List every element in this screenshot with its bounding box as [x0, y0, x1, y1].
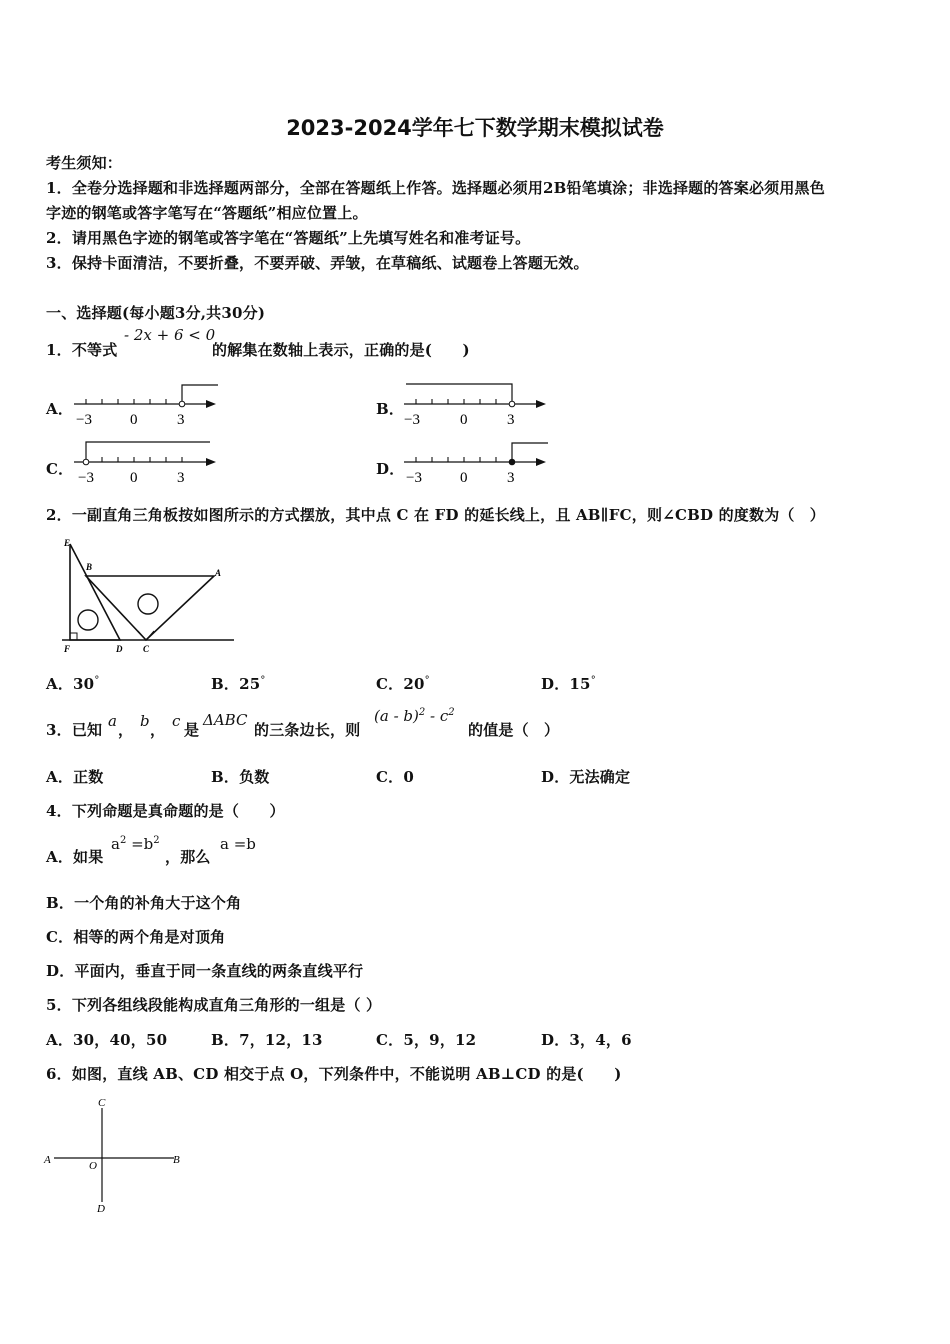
- q5-option-b: B．7，12，13: [211, 1031, 323, 1049]
- tick-label: −3: [78, 470, 94, 486]
- q1-option-d-label: D．: [376, 460, 405, 478]
- tick-label: 0: [460, 470, 468, 486]
- q3-option-b: B．负数: [211, 768, 270, 786]
- q2-figure-triangles: [58, 536, 243, 654]
- number-line-d: [400, 438, 550, 488]
- q2-option-b: B．25°: [211, 675, 266, 693]
- q5-option-d: D．3，4，6: [541, 1031, 632, 1049]
- q4-option-a-prefix: A．如果: [46, 848, 104, 866]
- page-title: 2023-2024学年七下数学期末模拟试卷: [286, 116, 664, 140]
- point-label-a: A: [44, 1154, 51, 1166]
- point-label-o: O: [89, 1160, 97, 1172]
- q2-option-a: A．30°: [46, 675, 100, 693]
- q3-is: 是: [184, 721, 200, 739]
- notice-line-1b: 字迹的钢笔或答字笔写在“答题纸”相应位置上。: [46, 204, 368, 222]
- q3-var-a: a: [108, 712, 117, 730]
- section-heading: 一、选择题(每小题3分,共30分): [46, 304, 266, 322]
- tick-label: 0: [130, 412, 138, 428]
- q4-option-d: D．平面内，垂直于同一条直线的两条直线平行: [46, 962, 364, 980]
- q3-triangle: ΔABC: [203, 711, 248, 729]
- number-line-c: [70, 438, 220, 488]
- q1-option-b-label: B．: [376, 400, 405, 418]
- q3-expression: $(a - b)^2 - c^2$: [374, 707, 455, 725]
- notice-line-1a: 1．全卷分选择题和非选择题两部分，全部在答题纸上作答。选择题必须用2B铅笔填涂；非选择题的答案必须用黑色: [46, 179, 825, 197]
- point-label-b: B: [86, 562, 93, 572]
- q5-option-c: C．5，9，12: [376, 1031, 477, 1049]
- q3-option-a: A．正数: [46, 768, 104, 786]
- q2-option-d: D．15°: [541, 675, 596, 693]
- q6-text: 6．如图，直线 AB、CD 相交于点 O，下列条件中，不能说明 AB⊥CD 的是( ): [46, 1065, 622, 1083]
- point-label-b: B: [173, 1154, 180, 1166]
- tick-label: −3: [404, 412, 420, 428]
- point-label-c: C: [98, 1097, 106, 1109]
- q5-option-a: A．30，40，50: [46, 1031, 168, 1049]
- notice-line-2: 2．请用黑色字迹的钢笔或答字笔在“答题纸”上先填写姓名和准考证号。: [46, 229, 531, 247]
- q1-option-a-label: A．: [46, 400, 74, 418]
- q4-option-b: B．一个角的补角大于这个角: [46, 894, 242, 912]
- q1-inequality: - 2x + 6 < 0: [124, 326, 216, 344]
- notice-heading: 考生须知：: [46, 154, 123, 172]
- q2-text: 2．一副直角三角板按如图所示的方式摆放，其中点 C 在 FD 的延长线上，且 AB∥FC，则∠CBD 的度数为（ ）: [46, 506, 826, 524]
- tick-label: 0: [460, 412, 468, 428]
- point-label-e: E: [64, 538, 71, 548]
- point-label-f: F: [64, 644, 71, 654]
- q3-suffix: 的值是（ ）: [468, 721, 560, 739]
- q1-suffix: 的解集在数轴上表示，正确的是( ): [212, 341, 470, 359]
- q4-option-a-expr1: $a^2 =b^2$: [111, 835, 160, 853]
- q4-option-a-mid: ，那么: [165, 848, 211, 866]
- number-line-a: [70, 380, 220, 430]
- point-label-d: D: [97, 1203, 105, 1215]
- q3-var-c: c: [172, 712, 181, 730]
- q3-option-c: C．0: [376, 768, 414, 786]
- q3-comma-1: ，: [118, 721, 134, 739]
- q3-prefix: 3．已知: [46, 721, 103, 739]
- notice-line-3: 3．保持卡面清洁，不要折叠，不要弄破、弄皱，在草稿纸、试题卷上答题无效。: [46, 254, 589, 272]
- q3-mid: 的三条边长，则: [254, 721, 361, 739]
- tick-label: −3: [76, 412, 92, 428]
- q4-text: 4．下列命题是真命题的是（ ）: [46, 802, 285, 820]
- tick-label: 3: [507, 470, 515, 486]
- q3-option-d: D．无法确定: [541, 768, 631, 786]
- tick-label: 3: [177, 470, 185, 486]
- q1-prefix: 1．不等式: [46, 341, 118, 359]
- q6-figure-intersecting-lines: [40, 1094, 190, 1216]
- q4-option-a-expr2: a =b: [220, 835, 256, 853]
- tick-label: −3: [406, 470, 422, 486]
- number-line-b: [400, 380, 550, 430]
- point-label-a: A: [215, 568, 222, 578]
- tick-label: 3: [507, 412, 515, 428]
- tick-label: 0: [130, 470, 138, 486]
- q3-var-b: b: [140, 712, 150, 730]
- q1-option-c-label: C．: [46, 460, 74, 478]
- tick-label: 3: [177, 412, 185, 428]
- q4-option-c: C．相等的两个角是对顶角: [46, 928, 226, 946]
- q5-text: 5．下列各组线段能构成直角三角形的一组是（ ）: [46, 996, 382, 1014]
- point-label-c: C: [143, 644, 150, 654]
- q3-comma-2: ，: [150, 721, 166, 739]
- q2-option-c: C．20°: [376, 675, 430, 693]
- point-label-d: D: [116, 644, 123, 654]
